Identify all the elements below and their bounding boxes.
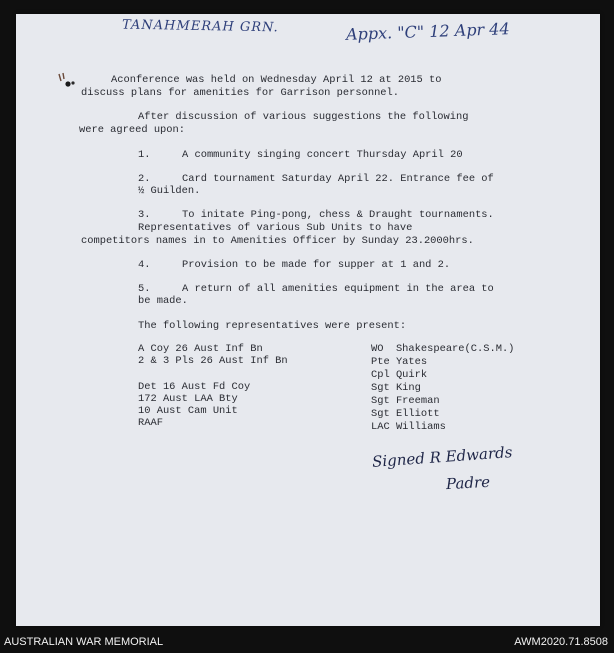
item-number: 2.	[138, 173, 151, 185]
name-row: WO Shakespeare(C.S.M.)	[371, 343, 515, 355]
signature-signed: Signed R Edwards	[371, 443, 513, 471]
item-text: Representatives of various Sub Units to have	[138, 222, 413, 234]
item-number: 5.	[138, 283, 151, 295]
item-text: Provision to be made for supper at 1 and 2.	[182, 259, 451, 271]
item-text: A community singing concert Thursday April 20	[182, 149, 463, 161]
agreed-line-2: were agreed upon:	[79, 124, 186, 136]
footer-institution: AUSTRALIAN WAR MEMORIAL	[4, 636, 164, 648]
item-text: ½ Guilden.	[138, 185, 201, 197]
unit-row: 2 & 3 Pls 26 Aust Inf Bn	[138, 355, 288, 367]
item-text: be made.	[138, 295, 188, 307]
staple-mark-icon	[55, 72, 77, 90]
name-row: Sgt Elliott	[371, 408, 440, 420]
handwritten-location-header: TANAHMERAH GRN.	[121, 17, 279, 36]
unit-row: 172 Aust LAA Bty	[138, 393, 238, 405]
name-row: LAC Williams	[371, 421, 446, 433]
name-row: Cpl Quirk	[371, 369, 428, 381]
representatives-heading: The following representatives were present:	[138, 320, 407, 332]
name-row: Sgt King	[371, 382, 421, 394]
handwritten-appendix-header: Appx. "C" 12 Apr 44	[345, 19, 510, 44]
item-text: Card tournament Saturday April 22. Entrance fee of	[182, 173, 494, 185]
item-number: 4.	[138, 259, 151, 271]
intro-line-1: Aconference was held on Wednesday April 12 at 2015 to	[111, 74, 442, 86]
name-row: Sgt Freeman	[371, 395, 440, 407]
unit-row: A Coy 26 Aust Inf Bn	[138, 343, 263, 355]
agreed-line-1: After discussion of various suggestions the following	[138, 111, 469, 123]
unit-row: RAAF	[138, 417, 163, 429]
unit-row: Det 16 Aust Fd Coy	[138, 381, 251, 393]
intro-line-2: discuss plans for amenities for Garrison personnel.	[81, 87, 400, 99]
name-row: Pte Yates	[371, 356, 428, 368]
item-number: 1.	[138, 149, 151, 161]
item-text: competitors names in to Amenities Officer by Sunday 23.2000hrs.	[81, 235, 474, 247]
item-number: 3.	[138, 209, 151, 221]
item-text: To initate Ping-pong, chess & Draught tournaments.	[182, 209, 494, 221]
item-text: A return of all amenities equipment in the area to	[182, 283, 494, 295]
unit-row: 10 Aust Cam Unit	[138, 405, 238, 417]
footer-accession-number: AWM2020.71.8508	[514, 636, 608, 648]
archive-footer	[0, 630, 614, 653]
signature-title: Padre	[445, 472, 491, 494]
